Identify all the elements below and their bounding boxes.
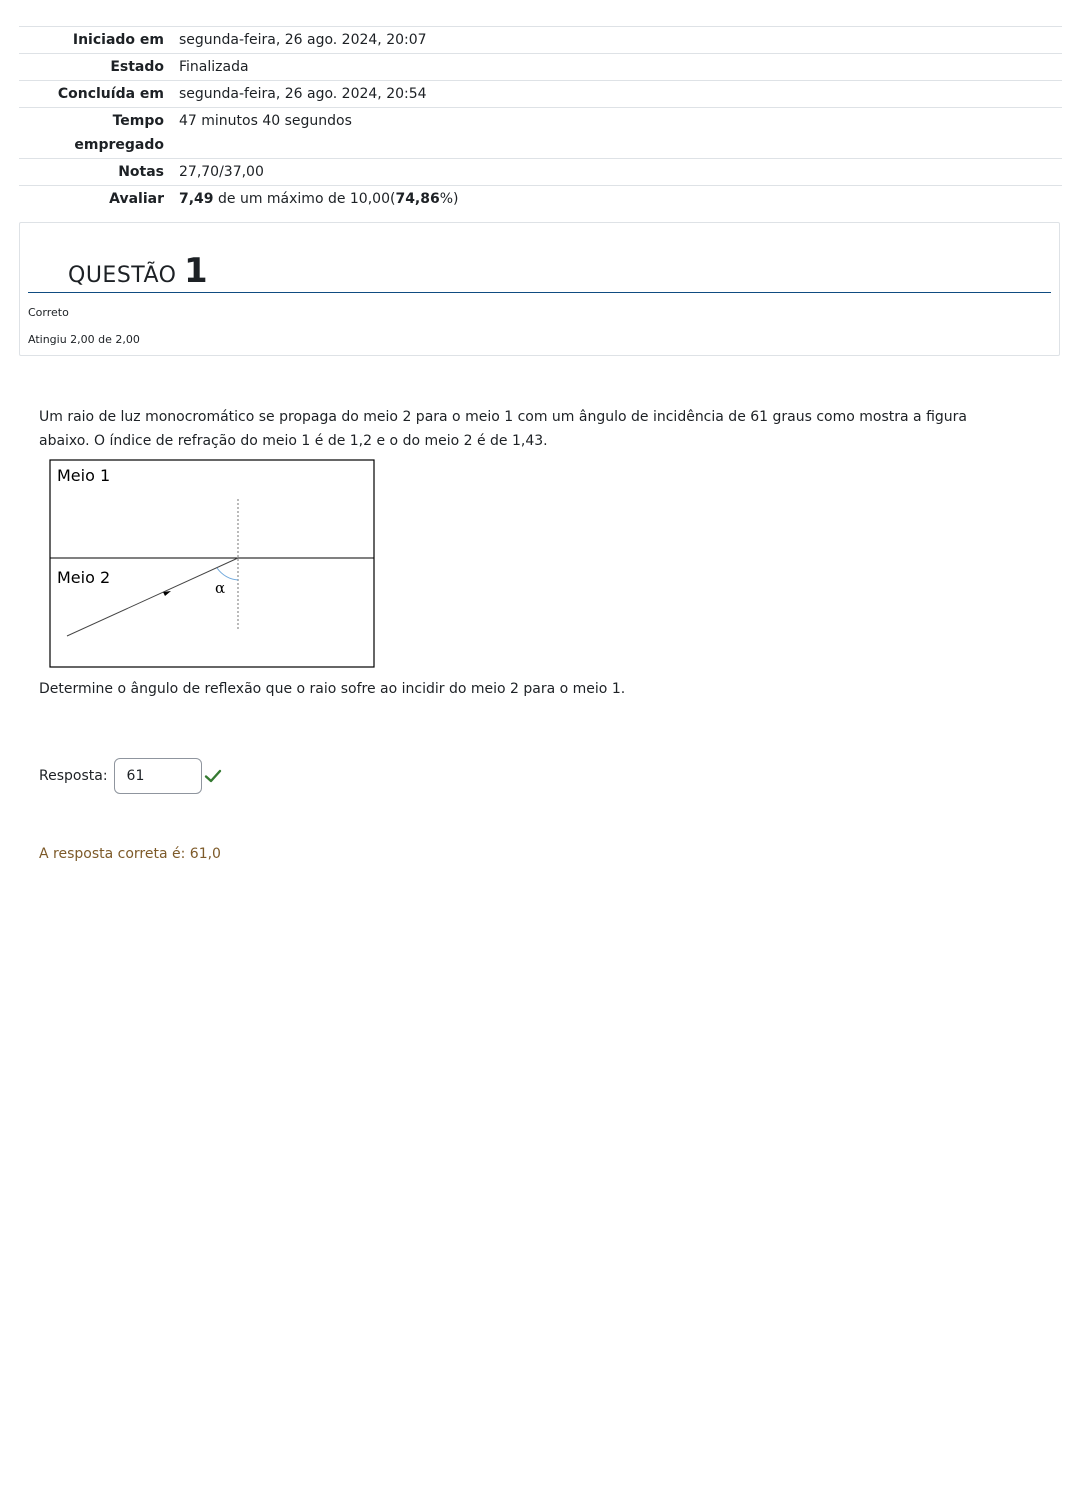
summary-value: 27,70/37,00 [179, 164, 264, 180]
correct-answer-feedback: A resposta correta é: 61,0 [39, 846, 221, 862]
summary-label: Avaliar [109, 191, 164, 207]
question-prompt: Determine o ângulo de reflexão que o raio sofre ao incidir do meio 2 para o meio 1. [39, 681, 626, 697]
summary-label: Iniciado em [72, 32, 164, 48]
summary-value: segunda-feira, 26 ago. 2024, 20:54 [179, 86, 427, 102]
answer-label: Resposta: [39, 768, 108, 784]
question-grade: Atingiu 2,00 de 2,00 [28, 333, 140, 346]
summary-value: segunda-feira, 26 ago. 2024, 20:07 [179, 32, 427, 48]
summary-row-time-taken [19, 107, 1062, 158]
correct-check-icon [204, 767, 222, 785]
grade-percent: 74,86 [395, 191, 440, 207]
summary-value: 47 minutos 40 segundos [179, 113, 352, 129]
answer-input[interactable] [114, 758, 202, 794]
question-text: Um raio de luz monocromático se propaga do meio 2 para o meio 1 com um ângulo de incidência de 61 graus como mostra a figura abaixo. O índice de refração do meio 1 é de 1,2 e o do meio 2 é de 1,43. [39, 409, 967, 449]
angle-alpha-label: α [215, 579, 226, 597]
summary-value [179, 187, 1062, 211]
summary-value: Finalizada [179, 59, 249, 75]
grade-middle: de um máximo de 10,00( [213, 191, 396, 207]
attempt-summary-table [19, 26, 1062, 212]
summary-row-marks [19, 158, 1062, 185]
question-state: Correto [28, 306, 69, 319]
question-heading-label: QUESTÃO [68, 263, 177, 288]
medium-2-label: Meio 2 [57, 568, 111, 587]
figure-border [50, 460, 374, 667]
summary-label: Tempo empregado [74, 113, 164, 153]
summary-row-started [19, 26, 1062, 53]
grade-score: 7,49 [179, 191, 214, 207]
question-info-box [19, 222, 1060, 356]
medium-1-label: Meio 1 [57, 466, 111, 485]
question-heading [68, 251, 208, 291]
grade-suffix: %) [439, 191, 459, 207]
summary-label: Notas [118, 164, 164, 180]
question-number: 1 [184, 251, 209, 291]
summary-label: Concluída em [57, 86, 164, 102]
summary-row-grade [19, 185, 1062, 212]
summary-row-completed [19, 80, 1062, 107]
summary-label: Estado [110, 59, 164, 75]
summary-row-state [19, 53, 1062, 80]
heading-divider [28, 292, 1051, 293]
refraction-figure [49, 459, 375, 668]
answer-row [39, 758, 222, 794]
